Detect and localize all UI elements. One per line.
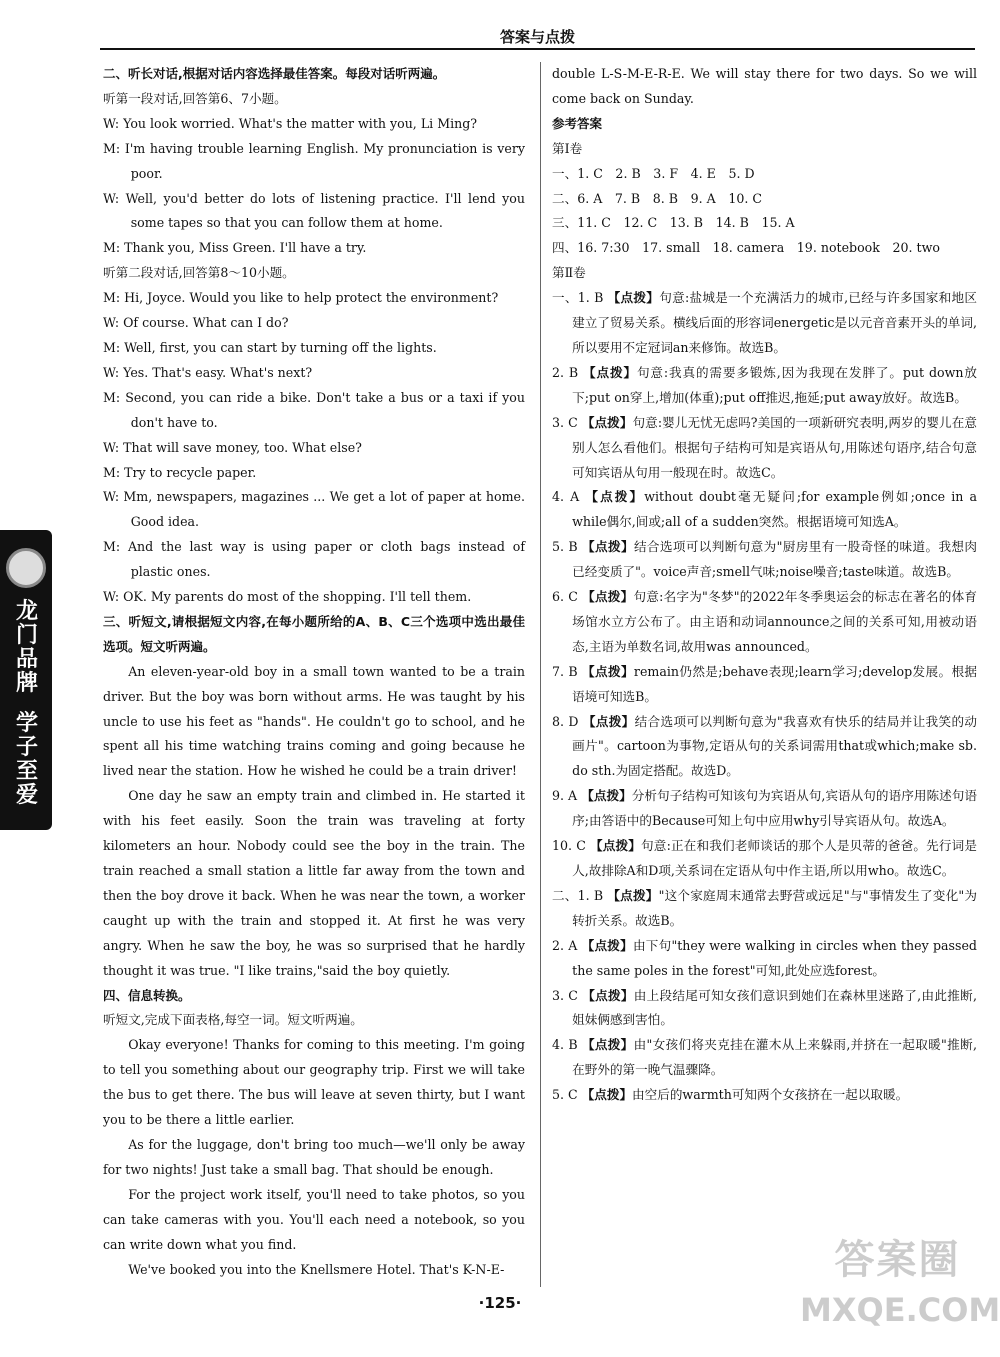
answer-tag: 【点拨】 [590, 838, 642, 854]
answer-text: 由"女孩们将夹克挂在灌木从上来躲雨,并挤在一起取暖"推断,在野外的第一晚气温骤降。 [572, 1037, 977, 1078]
answer-number: 5. C [552, 1087, 578, 1103]
answer-text: without doubt毫无疑问;for example例如;once in a while偶尔,间或;all of a sudden突然。根据语境可知选A。 [572, 489, 977, 530]
text-line: M: Thank you, Miss Green. I'll have a try. [103, 240, 367, 256]
answer-tag: 【点拨】 [583, 364, 637, 380]
text-line: 三、11. C 12. C 13. B 14. B 15. A [552, 215, 795, 231]
right-answer [552, 1033, 977, 1083]
watermark-line1: 答案圈 [834, 1237, 961, 1283]
right-column [552, 62, 977, 1108]
answer-text: 句意:盐城是一个充满活力的城市,已经与许多国家和地区建立了贸易关系。横线后面的形容词energetic是以元音音素开头的单词,所以要用不定冠词an来修饰。故选B。 [572, 290, 977, 355]
text-line: 第Ⅱ卷 [552, 265, 586, 281]
text-line: W: That will save money, too. What else? [103, 439, 362, 455]
text-line: 一、1. C 2. B 3. F 4. E 5. D [552, 165, 755, 181]
answer-text: 由空后的warmth可知两个女孩挤在一起以取暖。 [632, 1087, 909, 1103]
header-title: 答案与点拨 [499, 28, 575, 46]
answer-number: 4. B [552, 1037, 578, 1053]
text-line: M: Second, you can ride a bike. Don't take a bus or a taxi if you don't have to. [103, 389, 525, 430]
answer-tag: 【点拨】 [581, 1037, 634, 1053]
text-line: 听短文,完成下面表格,每空一词。短文听两遍。 [103, 1012, 363, 1028]
right-answer [552, 585, 977, 660]
answer-text: 由上段结尾可知女孩们意识到她们在森林里迷路了,由此推断,姐妹俩感到害怕。 [572, 987, 977, 1028]
answer-text: 分析句子结构可知该句为宾语从句,宾语从句的语序用陈述句语序;由答语中的Because可知上句中应用why引导宾语从句。故选A。 [572, 788, 977, 829]
right-answer [552, 485, 977, 535]
text-line: For the project work itself, you'll need to take photos, so you can take cameras with you. You'll each need a notebook, so you can write down what you find. [103, 1186, 525, 1252]
text-line: M: I'm having trouble learning English. My pronunciation is very poor. [103, 140, 525, 181]
text-line: 二、6. A 7. B 8. B 9. A 10. C [552, 190, 763, 206]
answer-tag: 【点拨】 [582, 713, 635, 729]
answer-tag: 【点拨】 [581, 414, 633, 430]
answer-text: 句意:婴儿无忧无虑吗?美国的一项新研究表明,两岁的婴儿在意别人怎么看他们。根据句子结构可知是宾语从句,用陈述句语序,结合句意可知宾语从句用一般现在时。故选C。 [572, 414, 977, 480]
left-column [103, 62, 525, 1282]
answer-tag: 【点拨】 [581, 1087, 633, 1103]
answer-text: 结合选项可以判断句意为"我喜欢有快乐的结局并让我笑的动画片"。cartoon为事物,定语从句的关系词需用that或which;make sb. do sth.为固定搭配。故选D。 [572, 713, 977, 779]
answer-text: 结合选项可以判断句意为"厨房里有一股奇怪的味道。我想肉已经变质了"。voice声音;smell气味;noise噪音;taste味道。故选B。 [572, 539, 977, 580]
watermark-line2: MXQE.COM [800, 1291, 1000, 1329]
answer-tag: 【点拨】 [582, 589, 634, 605]
answer-number: 二、1. B [552, 887, 604, 903]
text-line: W: Well, you'd better do lots of listening practice. I'll lend you some tapes so that you can follow them at home. [103, 190, 525, 231]
answer-number: 3. C [552, 414, 578, 430]
right-answer [552, 1083, 977, 1108]
text-line: 第Ⅰ卷 [552, 140, 583, 156]
header-rule [100, 48, 975, 50]
right-answer [552, 934, 977, 984]
answer-text: remain仍然是;behave表现;learn学习;develop发展。根据语境可知选B。 [572, 663, 978, 704]
right-answer [552, 784, 977, 834]
side-brand: 龙门品牌 [15, 599, 38, 696]
text-line: M: Well, first, you can start by turning off the lights. [103, 339, 437, 355]
text-line: 听第二段对话,回答第8～10小题。 [103, 265, 295, 281]
answer-tag: 【点拨】 [581, 788, 632, 804]
right-answer [552, 884, 977, 934]
answer-tag: 【点拨】 [582, 663, 634, 679]
answer-number: 一、1. B [552, 290, 604, 306]
text-line: M: Hi, Joyce. Would you like to help protect the environment? [103, 290, 499, 306]
side-tab-text [12, 600, 42, 808]
answer-tag: 【点拨】 [607, 887, 659, 903]
answer-number: 7. B [552, 663, 578, 679]
answer-number: 2. A [552, 937, 578, 953]
text-line: 听第一段对话,回答第6、7小题。 [103, 90, 287, 106]
right-answer [552, 660, 977, 710]
answer-text: 句意:名字为"冬梦"的2022年冬季奥运会的标志在著名的体育场馆水立方公布了。由主语和动词announce之间的关系可知,用被动语态,主语为单数名词,故用was announced。 [572, 589, 978, 654]
text-line: M: Try to recycle paper. [103, 464, 257, 480]
text-line: W: Of course. What can I do? [103, 315, 289, 331]
answer-number: 10. C [552, 838, 586, 854]
answer-tag: 【点拨】 [607, 290, 660, 306]
text-line: W: You look worried. What's the matter with you, Li Ming? [103, 115, 478, 131]
text-line: M: And the last way is using paper or cloth bags instead of plastic ones. [103, 539, 525, 580]
section-heading: 三、听短文,请根据短文内容,在每小题所给的A、B、C三个选项中选出最佳选项。短文听两遍。 [103, 613, 525, 654]
answer-tag: 【点拨】 [582, 987, 634, 1003]
text-line: One day he saw an empty train and climbed in. He started it with his feet easily. Soon the train was traveling at forty kilometers an hour. Nobody could see the boy in the train. The train reached a small station a little far away from the town and then the boy drove it back. When he was near the town, a worker caught up with the train and stopped it. At first he was very angry. When he saw the boy, he was so surprised that he hardly thought it was true. "I like trains,"said the boy quietly. [103, 788, 525, 978]
answer-text: 由下句"they were walking in circles when they passed the same poles in the forest"可知,此处应选forest。 [572, 937, 977, 978]
text-line: W: Yes. That's easy. What's next? [103, 364, 313, 380]
text-line: As for the luggage, don't bring too much—we'll only be away for two nights! Just take a small bag. That should be enough. [103, 1136, 525, 1177]
text-line: double L-S-M-E-R-E. We will stay there for two days. So we will come back on Sunday. [552, 66, 977, 106]
section-heading: 二、听长对话,根据对话内容选择最佳答案。每段对话听两遍。 [103, 66, 446, 81]
answer-tag: 【点拨】 [582, 539, 634, 555]
side-slogan: 学子至爱 [15, 711, 38, 808]
watermark [800, 1230, 1000, 1350]
page-header [100, 24, 975, 50]
answer-text: 句意:正在和我们老师谈话的那个人是贝蒂的爸爸。先行词是人,故排除A和D项,关系词在定语从句中作主语,所以用who。故选C。 [572, 838, 977, 878]
answer-number: 6. C [552, 589, 578, 605]
answer-text: 句意:我真的需要多锻炼,因为我现在发胖了。put down放下;put on穿上,增加(体重);put off推迟,拖延;put away放好。故选B。 [572, 364, 977, 405]
answer-number: 3. C [552, 987, 578, 1003]
text-line: 四、16. 7:30 17. small 18. camera 19. notebook 20. two [552, 240, 940, 256]
right-answer [552, 411, 977, 486]
answer-tag: 【点拨】 [581, 937, 633, 953]
answer-number: 8. D [552, 713, 579, 729]
text-line: Okay everyone! Thanks for coming to this meeting. I'm going to tell you something about our geography trip. First we will take the bus to get there. The bus will leave at seven thirty, but I want you to be there a little earlier. [103, 1037, 525, 1128]
answer-number: 2. B [552, 364, 579, 380]
text-line: We've booked you into the Knellsmere Hotel. That's K-N-E- [128, 1261, 505, 1277]
right-answer [552, 535, 977, 585]
section-heading: 四、信息转换。 [103, 987, 191, 1003]
answer-number: 5. B [552, 539, 578, 555]
answer-number: 9. A [552, 788, 578, 804]
right-answer [552, 286, 977, 361]
brand-emblem-icon [6, 548, 46, 588]
right-answer [552, 984, 977, 1034]
text-line: W: Mm, newspapers, magazines ... We get a lot of paper at home. Good idea. [103, 489, 525, 530]
right-answer [552, 710, 977, 785]
answer-text: "这个家庭周末通常去野营或远足"与"事情发生了变化"为转折关系。故选B。 [572, 887, 977, 928]
text-line: An eleven-year-old boy in a small town wanted to be a train driver. But the boy was born without arms. He was taught by his uncle to use his feet as "hands". He couldn't go to school, and he spent all his time watching trains coming and going because he lived near the station. How he wished he could be a train driver! [103, 663, 525, 779]
answer-number: 4. A [552, 489, 580, 505]
section-heading: 参考答案 [552, 115, 603, 131]
column-divider [540, 62, 541, 1287]
right-answer [552, 834, 977, 884]
answer-tag: 【点拨】 [585, 489, 645, 505]
text-line: W: OK. My parents do most of the shopping. I'll tell them. [103, 589, 472, 605]
right-answer [552, 361, 977, 411]
page-number: ·125· [478, 1294, 522, 1312]
